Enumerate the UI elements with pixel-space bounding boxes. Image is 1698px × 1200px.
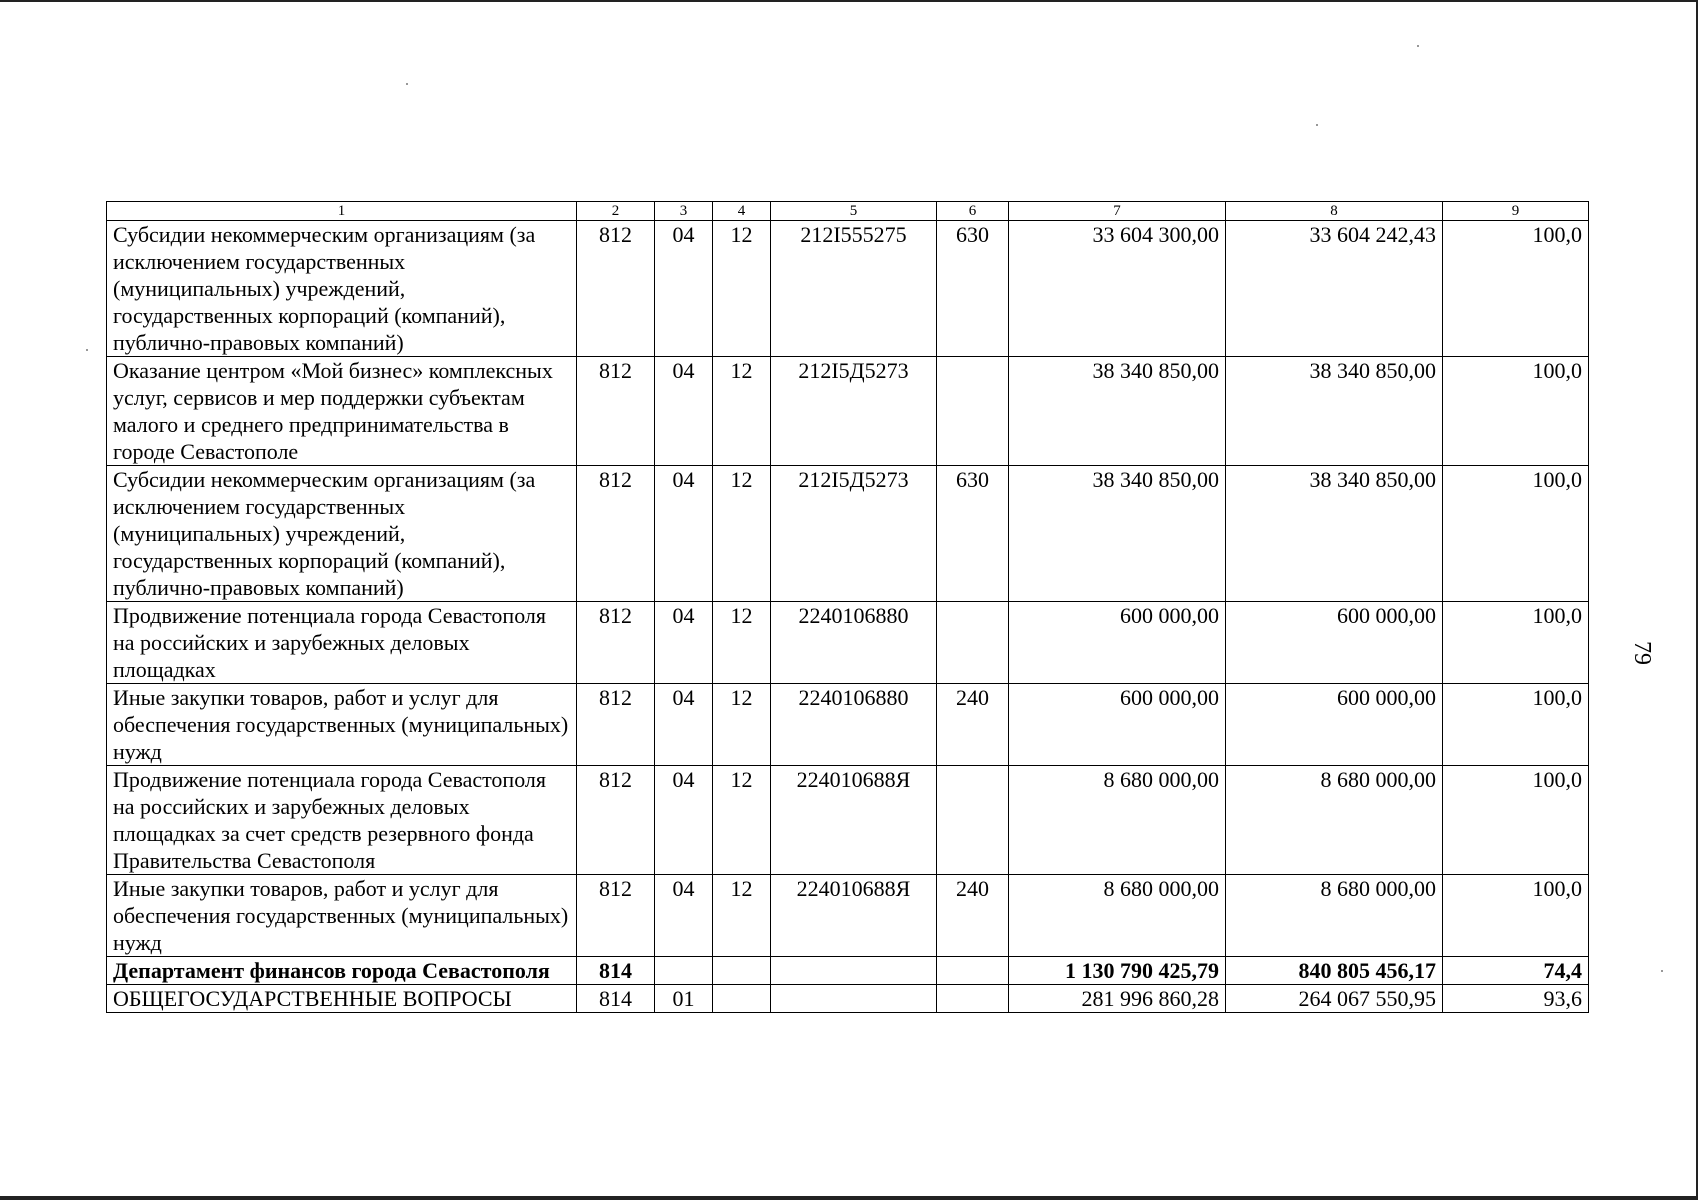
row-col4-cell (713, 957, 771, 985)
row-col4-cell: 12 (713, 221, 771, 357)
scan-speck (406, 83, 408, 85)
row-col5-cell: 2240106880 (771, 684, 937, 766)
row-col7-cell: 8 680 000,00 (1009, 766, 1226, 875)
table-row (107, 875, 1589, 957)
row-col3-cell: 04 (655, 221, 713, 357)
row-name-cell: Иные закупки товаров, работ и услуг для обеспечения государственных (муниципальных) нужд (107, 684, 577, 766)
row-name-cell: Субсидии некоммерческим организациям (за исключением государственных (муниципальных) учреждений, государственных корпораций (компаний), публично-правовых компаний) (107, 466, 577, 602)
row-name-cell: Субсидии некоммерческим организациям (за исключением государственных (муниципальных) учреждений, государственных корпораций (компаний), публично-правовых компаний) (107, 221, 577, 357)
row-col7-cell: 281 996 860,28 (1009, 985, 1226, 1013)
table-row (107, 684, 1589, 766)
row-name-cell: Продвижение потенциала города Севастополя на российских и зарубежных деловых площадках (107, 602, 577, 684)
row-col5-cell (771, 957, 937, 985)
row-col2-cell: 812 (577, 602, 655, 684)
row-col6-cell (937, 957, 1009, 985)
row-col3-cell: 04 (655, 875, 713, 957)
row-col2-cell: 814 (577, 957, 655, 985)
row-col9-cell: 100,0 (1443, 684, 1589, 766)
column-number: 8 (1226, 202, 1443, 221)
row-col8-cell: 600 000,00 (1226, 602, 1443, 684)
column-number: 2 (577, 202, 655, 221)
scan-speck (1417, 45, 1419, 47)
row-col6-cell (937, 766, 1009, 875)
row-col9-cell: 93,6 (1443, 985, 1589, 1013)
row-col8-cell: 600 000,00 (1226, 684, 1443, 766)
row-col9-cell: 100,0 (1443, 766, 1589, 875)
row-col6-cell (937, 602, 1009, 684)
scan-speck (86, 349, 88, 351)
row-col5-cell: 2240106880 (771, 602, 937, 684)
table-body (107, 221, 1589, 1013)
row-col8-cell: 8 680 000,00 (1226, 875, 1443, 957)
row-col5-cell: 224010688Я (771, 766, 937, 875)
row-col4-cell: 12 (713, 766, 771, 875)
row-col4-cell: 12 (713, 602, 771, 684)
table-row (107, 466, 1589, 602)
row-col3-cell: 04 (655, 357, 713, 466)
row-col7-cell: 8 680 000,00 (1009, 875, 1226, 957)
row-name-cell: Иные закупки товаров, работ и услуг для обеспечения государственных (муниципальных) нужд (107, 875, 577, 957)
table-row (107, 766, 1589, 875)
row-col8-cell: 33 604 242,43 (1226, 221, 1443, 357)
scan-speck (1661, 970, 1663, 972)
table-row (107, 602, 1589, 684)
column-number: 5 (771, 202, 937, 221)
row-col2-cell: 812 (577, 466, 655, 602)
row-col5-cell: 224010688Я (771, 875, 937, 957)
column-number: 6 (937, 202, 1009, 221)
row-col6-cell: 630 (937, 221, 1009, 357)
row-col2-cell: 812 (577, 684, 655, 766)
row-col4-cell: 12 (713, 684, 771, 766)
row-col3-cell: 04 (655, 766, 713, 875)
row-name-cell: Продвижение потенциала города Севастополя на российских и зарубежных деловых площадках за счет средств резервного фонда Правительства Севастополя (107, 766, 577, 875)
row-col8-cell: 8 680 000,00 (1226, 766, 1443, 875)
budget-execution-table (106, 201, 1589, 1013)
row-col7-cell: 38 340 850,00 (1009, 466, 1226, 602)
column-number: 1 (107, 202, 577, 221)
row-col5-cell: 212I555275 (771, 221, 937, 357)
row-col4-cell (713, 985, 771, 1013)
row-col9-cell: 100,0 (1443, 602, 1589, 684)
row-col7-cell: 33 604 300,00 (1009, 221, 1226, 357)
row-col8-cell: 840 805 456,17 (1226, 957, 1443, 985)
row-col7-cell: 38 340 850,00 (1009, 357, 1226, 466)
row-col2-cell: 812 (577, 875, 655, 957)
row-col6-cell (937, 985, 1009, 1013)
row-name-cell: Оказание центром «Мой бизнес» комплексных услуг, сервисов и мер поддержки субъектам малого и среднего предпринимательства в городе Севастополе (107, 357, 577, 466)
row-col9-cell: 74,4 (1443, 957, 1589, 985)
column-number: 3 (655, 202, 713, 221)
row-col7-cell: 1 130 790 425,79 (1009, 957, 1226, 985)
page-number: 79 (1629, 641, 1655, 665)
row-col9-cell: 100,0 (1443, 466, 1589, 602)
row-col2-cell: 814 (577, 985, 655, 1013)
row-col9-cell: 100,0 (1443, 357, 1589, 466)
row-col3-cell: 04 (655, 466, 713, 602)
row-col3-cell: 04 (655, 684, 713, 766)
row-col2-cell: 812 (577, 766, 655, 875)
scan-speck (1316, 124, 1318, 126)
row-col3-cell: 01 (655, 985, 713, 1013)
row-col4-cell: 12 (713, 357, 771, 466)
row-col3-cell: 04 (655, 602, 713, 684)
column-number: 7 (1009, 202, 1226, 221)
column-number: 4 (713, 202, 771, 221)
row-col9-cell: 100,0 (1443, 875, 1589, 957)
row-col5-cell: 212I5Д5273 (771, 357, 937, 466)
column-number: 9 (1443, 202, 1589, 221)
column-number-row (107, 202, 1589, 221)
row-col5-cell (771, 985, 937, 1013)
row-col7-cell: 600 000,00 (1009, 684, 1226, 766)
row-col2-cell: 812 (577, 357, 655, 466)
row-name-cell: ОБЩЕГОСУДАРСТВЕННЫЕ ВОПРОСЫ (107, 985, 577, 1013)
row-col5-cell: 212I5Д5273 (771, 466, 937, 602)
row-col6-cell (937, 357, 1009, 466)
row-col6-cell: 240 (937, 875, 1009, 957)
page-bottom-edge (0, 1196, 1698, 1200)
row-col8-cell: 264 067 550,95 (1226, 985, 1443, 1013)
row-col8-cell: 38 340 850,00 (1226, 466, 1443, 602)
row-col6-cell: 630 (937, 466, 1009, 602)
table-row (107, 221, 1589, 357)
row-col9-cell: 100,0 (1443, 221, 1589, 357)
row-col6-cell: 240 (937, 684, 1009, 766)
row-col3-cell (655, 957, 713, 985)
row-col8-cell: 38 340 850,00 (1226, 357, 1443, 466)
row-col4-cell: 12 (713, 875, 771, 957)
row-col7-cell: 600 000,00 (1009, 602, 1226, 684)
row-col4-cell: 12 (713, 466, 771, 602)
row-name-cell: Департамент финансов города Севастополя (107, 957, 577, 985)
row-col2-cell: 812 (577, 221, 655, 357)
table-row (107, 957, 1589, 985)
table-row (107, 985, 1589, 1013)
table-row (107, 357, 1589, 466)
